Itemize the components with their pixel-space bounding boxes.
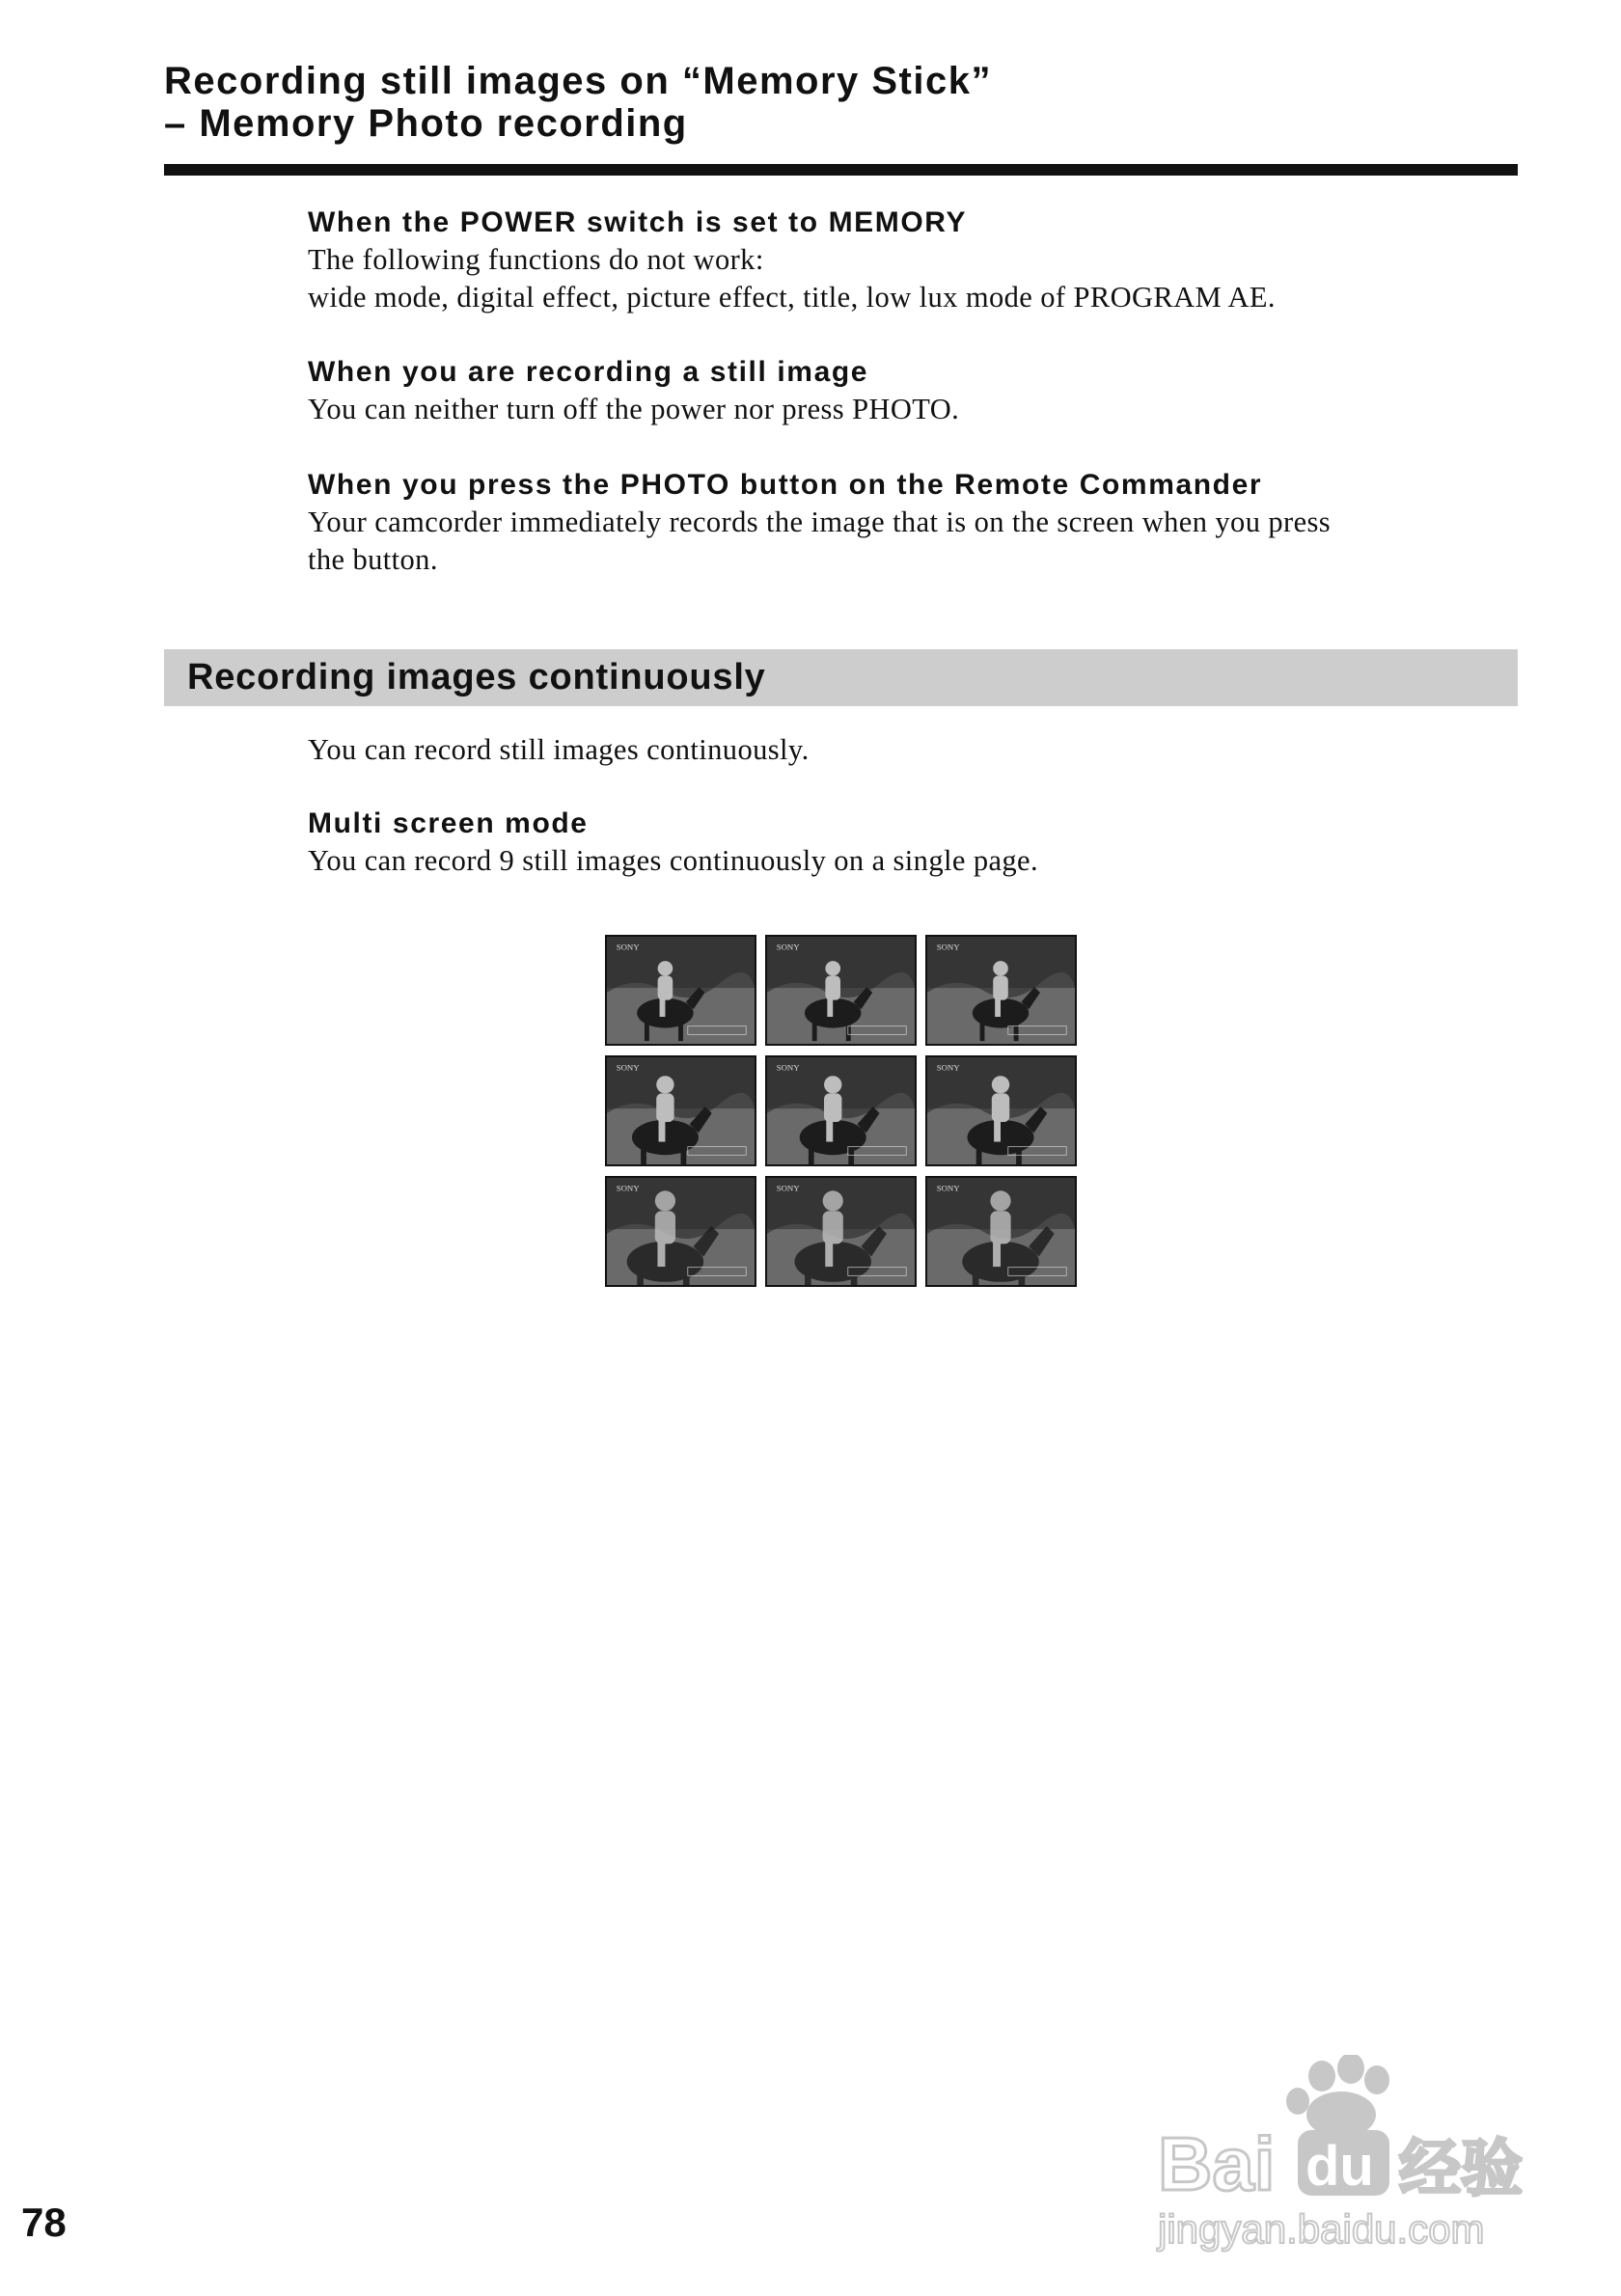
frame-sony-label: SONY — [936, 942, 960, 952]
photo-frame — [605, 935, 756, 1046]
frame-sony-label: SONY — [616, 1062, 640, 1073]
note-text: The following functions do not work: — [308, 243, 764, 276]
frame-sony-label: SONY — [936, 1062, 960, 1073]
frame-sony-label: SONY — [776, 1183, 800, 1193]
note-text: wide mode, digital effect, picture effect, title, low lux mode of PROGRAM AE. — [308, 281, 1276, 314]
photo-frame — [605, 1176, 756, 1287]
page-number: 78 — [21, 2200, 67, 2245]
watermark-site: jingyan.baidu.com — [1158, 2206, 1485, 2252]
photo-frame — [765, 935, 917, 1046]
photo-frame — [605, 1055, 756, 1166]
multi-screen-text: You can record 9 still images continuously on a single page. — [308, 844, 1039, 877]
frame-sony-label: SONY — [776, 942, 800, 952]
section-header — [164, 649, 1518, 706]
multi-screen-heading: Multi screen mode — [308, 807, 589, 839]
note-text: the button. — [308, 543, 438, 576]
baidu-watermark — [1153, 2055, 1539, 2257]
frame-sony-label: SONY — [616, 1183, 640, 1193]
photo-frame — [765, 1176, 917, 1287]
multi-screen-note — [308, 806, 1524, 880]
note-remote-commander — [308, 467, 1524, 579]
note-heading: When you press the PHOTO button on the Remote Commander — [308, 469, 1263, 501]
note-recording-still — [308, 354, 1524, 428]
watermark-du: du — [1305, 2135, 1374, 2198]
photo-frame — [925, 1055, 1077, 1166]
frame-sony-label: SONY — [776, 1062, 800, 1073]
photo-frame — [925, 1176, 1077, 1287]
note-heading: When the POWER switch is set to MEMORY — [308, 206, 968, 238]
watermark-brand: Bai — [1158, 2121, 1276, 2206]
note-text: Your camcorder immediately records the image that is on the screen when you press — [308, 506, 1332, 538]
section-intro-text: You can record still images continuously. — [308, 733, 810, 766]
section-title: Recording images continuously — [187, 657, 766, 697]
note-heading: When you are recording a still image — [308, 356, 869, 388]
title-rule — [164, 164, 1518, 176]
frame-sony-label: SONY — [936, 1183, 960, 1193]
note-power-switch — [308, 205, 1524, 316]
multi-screen-photo-grid — [605, 935, 1078, 1287]
photo-frame — [765, 1055, 917, 1166]
watermark-cn: 经验 — [1399, 2134, 1523, 2205]
page-title — [164, 60, 1515, 145]
page-title-line-1: Recording still images on “Memory Stick” — [164, 60, 992, 102]
photo-frame — [925, 935, 1077, 1046]
section-intro — [308, 731, 1524, 769]
page-title-line-2: – Memory Photo recording — [164, 102, 688, 145]
paw-icon — [1286, 2055, 1389, 2138]
frame-sony-label: SONY — [616, 942, 640, 952]
note-text: You can neither turn off the power nor press PHOTO. — [308, 393, 960, 425]
